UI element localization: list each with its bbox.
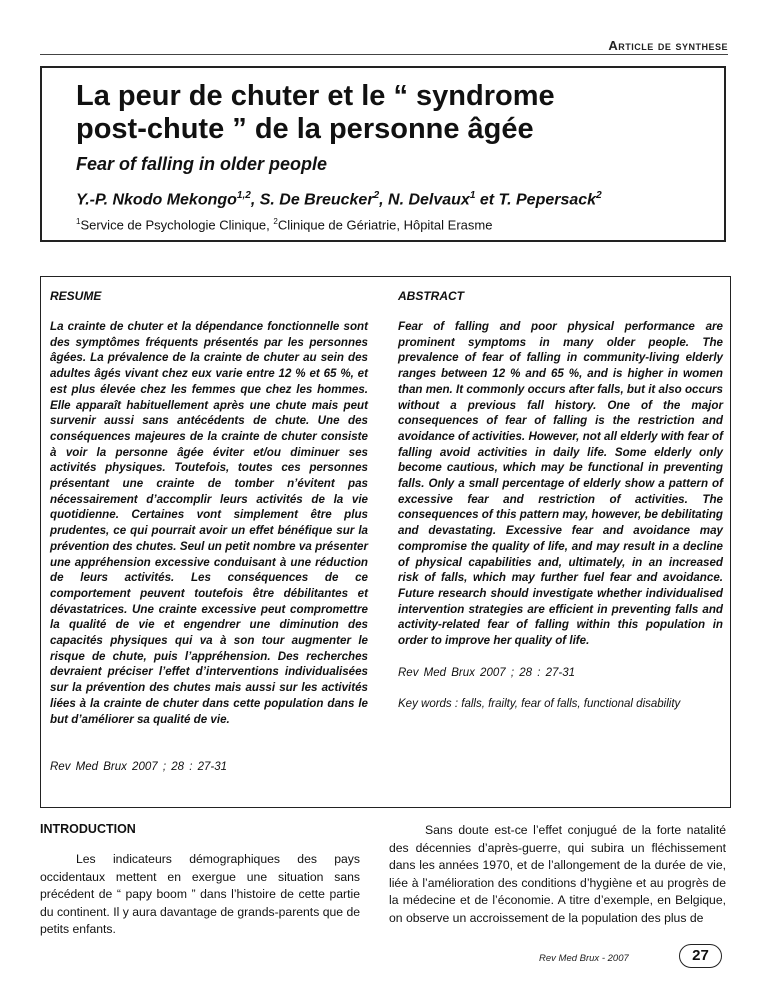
section-label: Article de synthese (608, 38, 728, 53)
author-list (76, 190, 602, 209)
title-line-1: La peur de chuter et le “ syndrome (76, 80, 555, 112)
english-subtitle: Fear of falling in older people (76, 154, 328, 174)
abstract-heading: ABSTRACT (398, 289, 464, 303)
author-name: Y.-P. Nkodo Mekongo (76, 191, 237, 209)
author-affiliation-mark: 1,2 (236, 190, 251, 201)
body-right-column (389, 822, 726, 928)
english-abstract (398, 289, 723, 712)
resume-heading: RESUME (50, 289, 102, 303)
french-reference: Rev Med Brux 2007 ; 28 : 27-31 (50, 761, 228, 773)
abstract-text: Fear of falling and poor physical performance are prominent symptoms in many older people. The prevalence of fear of falling in community-living elderly ranges between 12 % and 65 %, and is higher in women than men. It commonly occurs after falls, but it also occurs without a previous fall history. One of the major consequences of fear of falling is the restriction and avoidance of activities. However, not all elderly with fear of falling avoid activities in daily life. Some elderly only become cautious, which may be functional in preventing falls. Only a small percentage of elderly show a pattern of excessive fear and restriction of activities. The consequences of this pattern may, however, be debilitating and devastating. Excessive fear and avoidance may compromise the quality of life, and may result in a decline of physical capabilities and, ultimately, in an increased risk of falls, which may further fuel fear and avoidance. Future research should investigate whether individualised intervention strategies are efficient in preventing falls and activity-related fear of falling within this population in order to improve her quality of life. (398, 320, 723, 648)
footer-journal: Rev Med Brux - 2007 (539, 953, 629, 964)
author-affiliation-mark: 2 (596, 190, 602, 201)
introduction-column (40, 822, 360, 939)
affiliations (76, 217, 492, 232)
introduction-paragraph: Les indicateurs démographiques des pays occidentaux mettent en exergue une situation sans précédent de “ papy boom ” dans l’histoire de cette partie du continent. Il y aura davantage de grands-parents que de petits enfants. (40, 852, 360, 937)
affiliation-mark: 1 (76, 217, 81, 226)
header-rule (40, 54, 728, 55)
affiliation-text: Clinique de Gériatrie, Hôpital Erasme (277, 217, 493, 233)
title-box (40, 66, 726, 242)
affiliation-mark: 2 (273, 217, 278, 226)
keywords: Key words : falls, frailty, fear of falls, functional disability (398, 697, 681, 710)
author-affiliation-mark: 1 (469, 190, 476, 201)
french-abstract (50, 289, 368, 727)
resume-text: La crainte de chuter et la dépendance fonctionnelle sont des symptômes fréquents présentés par les personnes âgées. La prévalence de la crainte de chuter au sein des adultes âgés vivant chez eux varie entre 12 % et 65 %, et est plus élevée chez les femmes que chez les hommes. Elle apparaît habituellement après une chute mais peut survenir aussi sans antécédents de chute. Une des conséquences majeures de la crainte de chuter consiste à voir la personne âgée éviter et/ou diminuer ses activités physiques. Toutefois, toutes ces personnes présentant une crainte de tomber n’évitent pas nécessairement d’accomplir leurs activités de la vie quotidienne. Certaines vont simplement être plus prudentes, ce qui pourrait avoir un effet bénéfique sur la prévention des chutes. Seul un petit nombre va présenter une appréhension excessive conduisant à une réduction de leurs activités. Les conséquences de ce comportement peuvent toutefois être débilitantes et dévastatrices. Une crainte excessive peut compromettre la qualité de vie et engendrer une diminution des capacités physiques qui va à son tour augmenter le risque de chute, puis l’appréhension. Des recherches devraient préciser l’effet d’interventions individualisées sur la prévention des chutes mais aussi sur les activités liées à la crainte de chuter dans cette population dans le but d’améliorer sa qualité de vie. (50, 320, 368, 726)
title-line-2: post-chute ” de la personne âgée (76, 113, 534, 145)
abstract-box (40, 276, 731, 808)
author-separator: et (475, 191, 499, 209)
author-affiliation-mark: 2 (373, 190, 380, 201)
author-separator: , (379, 191, 389, 209)
page-number: 27 (679, 944, 722, 968)
article-title (76, 80, 636, 146)
author-name: S. De Breucker (259, 191, 374, 209)
english-reference: Rev Med Brux 2007 ; 28 : 27-31 (398, 666, 576, 679)
author-name: N. Delvaux (388, 191, 470, 209)
affiliation-text: Service de Psychologie Clinique, (80, 217, 274, 233)
body-paragraph: Sans doute est-ce l’effet conjugué de la forte natalité des décennies d’après-guerre, qui subira un fléchissement dans les années 1970, et de l’allongement de la durée de vie, liée à l’amélioration des conditions d’hygiène et au progrès de la médecine et de l’économie. A titre d’exemple, en Belgique, on observe un accroissement de la population des plus de (389, 823, 726, 925)
author-name: T. Pepersack (498, 191, 597, 209)
introduction-heading: INTRODUCTION (40, 822, 136, 836)
author-separator: , (250, 191, 260, 209)
